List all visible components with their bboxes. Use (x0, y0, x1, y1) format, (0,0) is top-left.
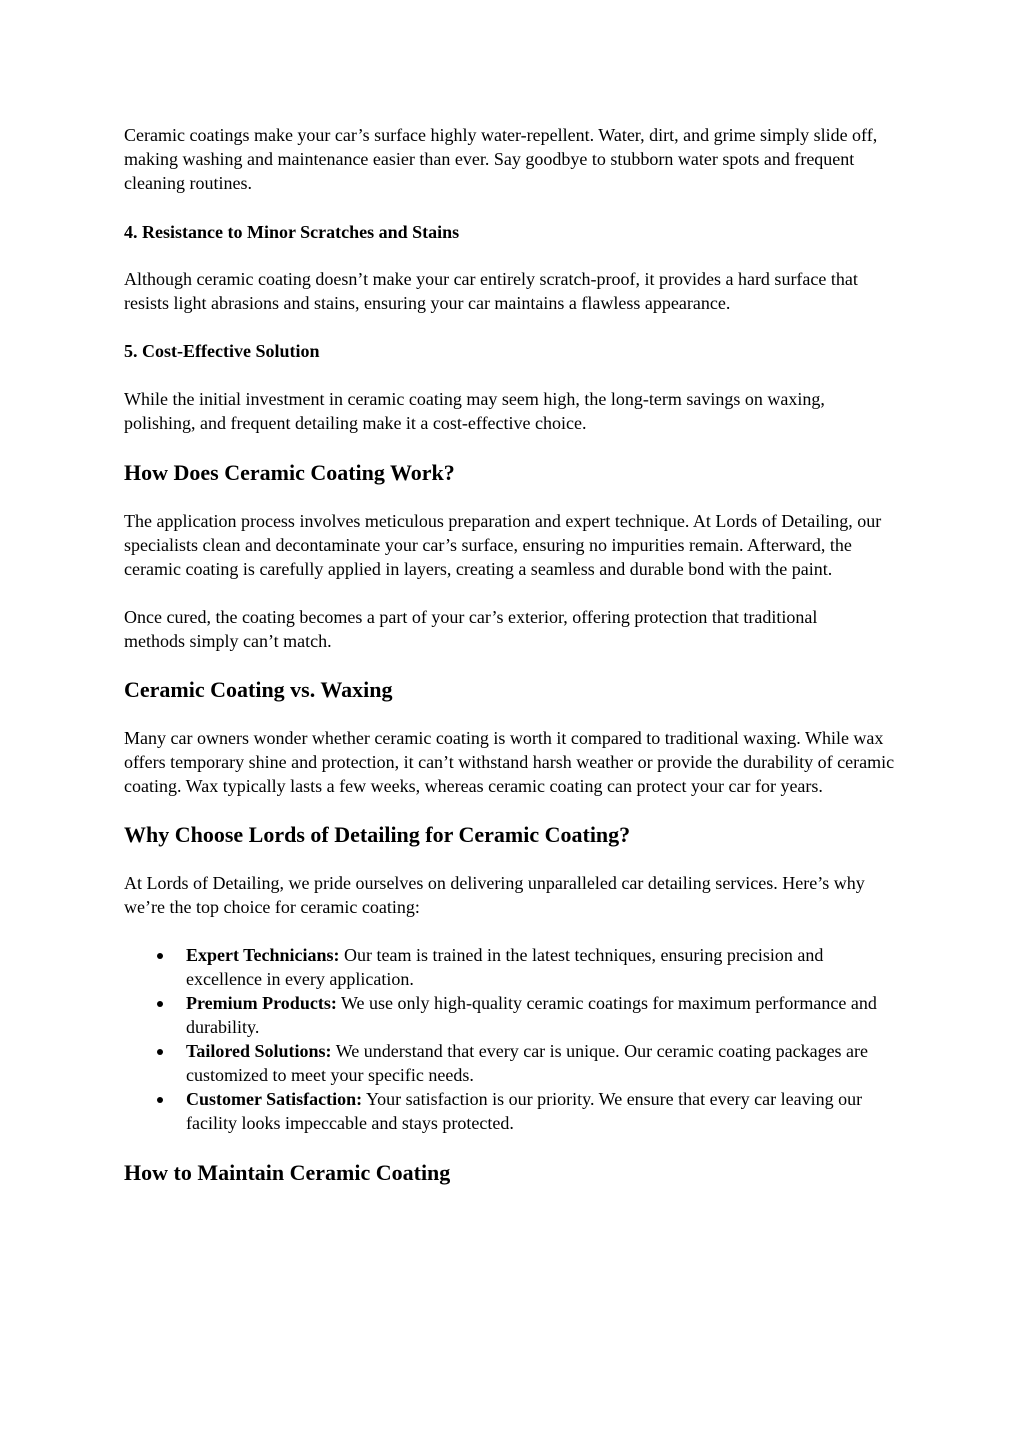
heading-cost-effective: 5. Cost-Effective Solution (124, 341, 320, 361)
heading-how-work: How Does Ceramic Coating Work? (124, 460, 455, 485)
paragraph-scratch: Although ceramic coating doesn’t make your car entirely scratch-proof, it provides a hard surface that resists light abrasions and stains, ensuring your car maintains a flawless appearance. (124, 269, 858, 313)
list-item (124, 1039, 900, 1087)
bullet-icon (157, 1097, 163, 1103)
paragraph-water-repellent: Ceramic coatings make your car’s surface highly water-repellent. Water, dirt, and grime simply slide off, making washing and maintenance easier than ever. Say goodbye to stubborn water spots and frequent cleaning routines. (124, 125, 878, 193)
list-item (124, 1087, 900, 1135)
paragraph-waxing: Many car owners wonder whether ceramic coating is worth it compared to traditional waxing. While wax offers temporary shine and protection, it can’t withstand harsh weather or provide the durability of ceramic coating. Wax typically lasts a few weeks, whereas ceramic coating can protect your car for years. (124, 728, 895, 796)
paragraph-cured: Once cured, the coating becomes a part of your car’s exterior, offering protection that traditional methods simply can’t match. (124, 607, 818, 651)
paragraph-application: The application process involves meticulous preparation and expert technique. At Lords of Detailing, our specialists clean and decontaminate your car’s surface, ensuring no impurities remain. Afterward, the ceramic coating is carefully applied in layers, creating a seamless and durable bond with the paint. (124, 511, 882, 579)
list-item-text: We understand that every car is unique. Our ceramic coating packages are customized to meet your specific needs. (186, 1041, 869, 1085)
heading-vs-waxing: Ceramic Coating vs. Waxing (124, 677, 393, 702)
list-item (124, 943, 900, 991)
reasons-list (124, 943, 900, 1135)
list-item-label: Tailored Solutions: (186, 1041, 332, 1061)
paragraph-cost: While the initial investment in ceramic coating may seem high, the long-term savings on waxing, polishing, and frequent detailing make it a cost-effective choice. (124, 389, 825, 433)
list-item-text: Your satisfaction is our priority. We ensure that every car leaving our facility looks impeccable and stays protected. (186, 1089, 863, 1133)
heading-maintain: How to Maintain Ceramic Coating (124, 1160, 451, 1185)
list-item-label: Customer Satisfaction: (186, 1089, 363, 1109)
list-item-text: We use only high-quality ceramic coatings for maximum performance and durability. (186, 993, 877, 1037)
bullet-icon (157, 1001, 163, 1007)
paragraph-why-intro: At Lords of Detailing, we pride ourselves on delivering unparalleled car detailing services. Here’s why we’re the top choice for ceramic coating: (124, 873, 865, 917)
list-item-text: Our team is trained in the latest techniques, ensuring precision and excellence in every application. (186, 945, 824, 989)
heading-resistance: 4. Resistance to Minor Scratches and Stains (124, 222, 460, 242)
list-item-label: Premium Products: (186, 993, 337, 1013)
bullet-icon (157, 1049, 163, 1055)
list-item-label: Expert Technicians: (186, 945, 340, 965)
heading-why-choose: Why Choose Lords of Detailing for Ceramic Coating? (124, 822, 631, 847)
document-page (124, 123, 900, 1187)
list-item (124, 991, 900, 1039)
bullet-icon (157, 953, 163, 959)
